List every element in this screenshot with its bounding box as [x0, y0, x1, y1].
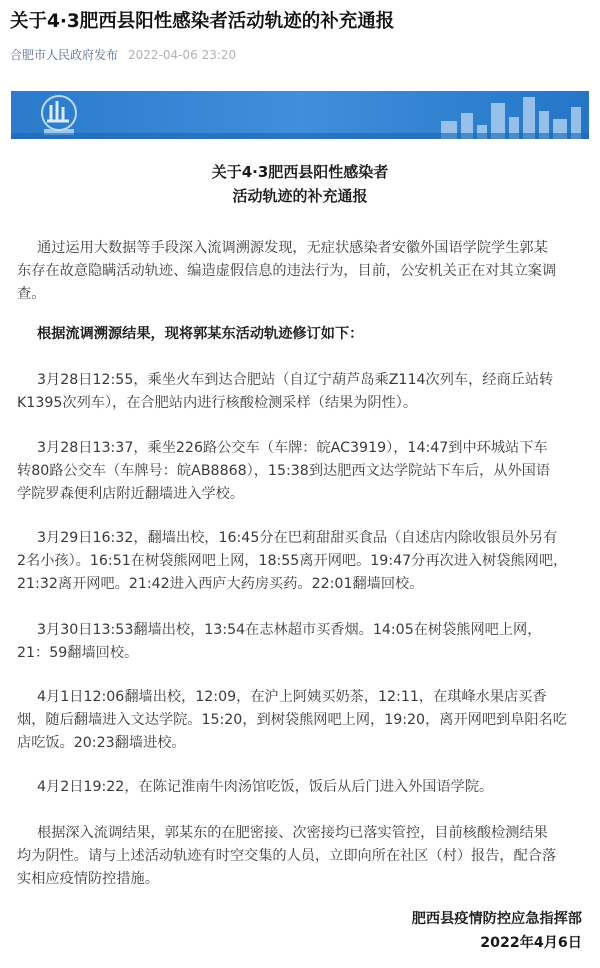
text-line: 实相应疫情防控措施。	[17, 871, 159, 887]
text-line: K1395次列车），在合肥站内进行核酸检测采样（结果为阴性）。	[17, 395, 418, 411]
article-meta	[10, 47, 236, 63]
paragraph-mar29	[17, 527, 583, 596]
signature-org: 肥西县疫情防控应急指挥部	[411, 911, 582, 927]
document-title	[0, 160, 600, 208]
text-line: 店吃饭。20:23翻墙进校。	[17, 735, 186, 751]
text-line: 3月30日13:53翻墙出校，13:54在志林超市买香烟。14:05在树袋熊网吧上网，	[37, 622, 542, 638]
document-title-line: 关于4·3肥西县阳性感染者	[211, 163, 389, 181]
text-line: 根据流调溯源结果，现将郭某东活动轨迹修订如下：	[37, 326, 364, 342]
paragraph-intro	[17, 237, 583, 306]
text-line: 通过运用大数据等手段深入流调溯源发现，无症状感染者安徽外国语学院学生郭某	[37, 240, 548, 256]
text-line: 根据深入流调结果，郭某东的在肥密接、次密接均已落实管控，目前核酸检测结果	[37, 825, 548, 841]
article-title: 关于4·3肥西县阳性感染者活动轨迹的补充通报	[10, 11, 395, 32]
paragraph-conclusion	[17, 822, 583, 891]
text-line: 21：59翻墙回校。	[17, 645, 139, 661]
text-line: 烟，随后翻墙进入文达学院。15:20，到树袋熊网吧上网，19:20，离开网吧到阜阳名吃	[17, 712, 567, 728]
paragraph-apr2	[37, 776, 583, 799]
paragraph-apr1	[17, 686, 583, 755]
signature-date: 2022年4月6日	[480, 935, 582, 951]
text-line: 21:32离开网吧。21:42进入西庐大药房买药。22:01翻墙回校。	[17, 576, 424, 592]
text-line: 2名小孩）。16:51在树袋熊网吧上网，18:55离开网吧。19:47分再次进入树袋熊网吧，	[17, 553, 568, 569]
text-line: 均为阴性。请与上述活动轨迹有时空交集的人员，立即向所在社区（村）报告，配合落	[17, 848, 557, 864]
paragraph-mar30	[17, 619, 583, 665]
text-line: 3月28日13:37，乘坐226路公交车（车牌：皖AC3919），14:47到中环城站下车	[37, 440, 548, 456]
document-title-line: 活动轨迹的补充通报	[232, 187, 368, 205]
header-banner	[11, 91, 589, 139]
text-line: 4月1日12:06翻墙出校，12:09，在沪上阿姨买奶茶，12:11，在琪峰水果店买香	[37, 689, 547, 705]
text-line: 学院罗森便利店附近翻墙进入学校。	[17, 486, 245, 502]
paragraph-mar28-bus	[17, 437, 583, 506]
paragraph-mar28-train	[17, 369, 583, 415]
text-line: 东存在故意隐瞒活动轨迹、编造虚假信息的违法行为，目前，公安机关正在对其立案调	[17, 263, 557, 279]
text-line: 3月28日12:55，乘坐火车到达合肥站（自辽宁葫芦岛乘Z114次列车，经商丘站转	[37, 372, 554, 388]
paragraph-heading	[37, 323, 583, 346]
text-line: 转80路公交车（车牌号：皖AB8868），15:38到达肥西文达学院站下车后，从外国语	[17, 463, 551, 479]
text-line: 4月2日19:22，在陈记淮南牛肉汤馆吃饭，饭后从后门进入外国语学院。	[37, 779, 494, 795]
publish-time: 2022-04-06 23:20	[128, 48, 237, 62]
article-source-link[interactable]: 合肥市人民政府发布	[10, 48, 119, 62]
text-line: 3月29日16:32，翻墙出校，16:45分在巴莉甜甜买食品（自述店内除收银员外另有	[37, 530, 558, 546]
text-line: 查。	[17, 286, 46, 302]
